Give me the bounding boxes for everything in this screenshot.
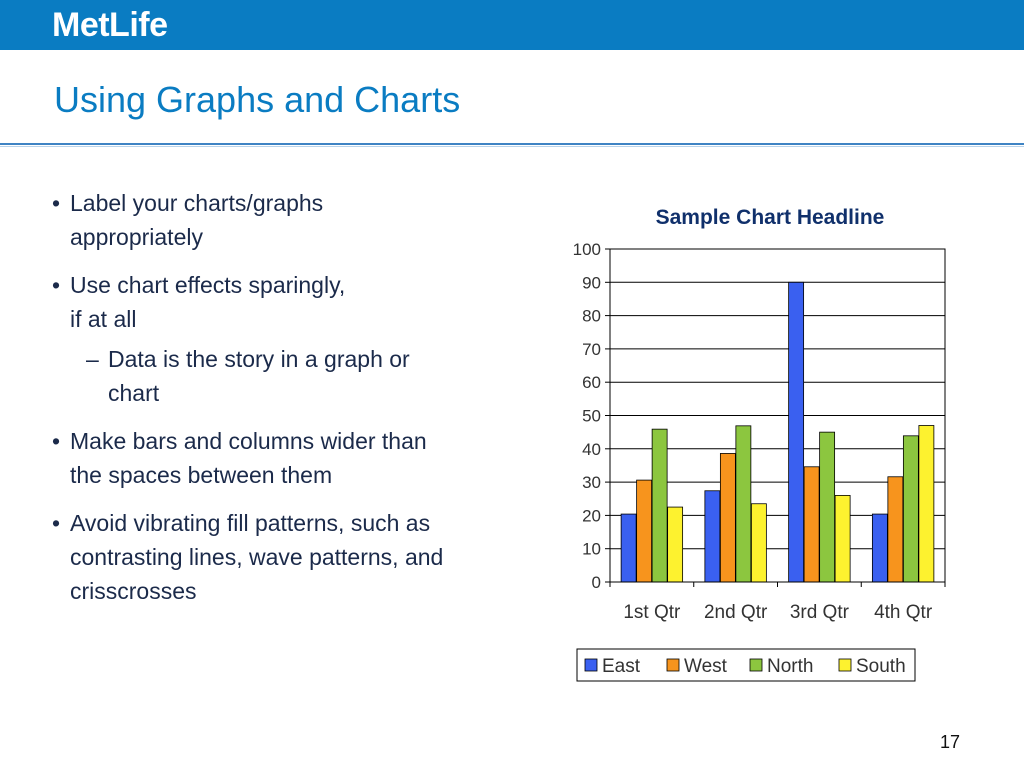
bar-chart-svg xyxy=(535,195,955,695)
bullet-item xyxy=(52,506,502,608)
bar-west xyxy=(804,467,819,582)
sample-chart xyxy=(535,195,955,695)
sub-bullet-text: chart xyxy=(108,380,160,406)
title-divider-shadow xyxy=(0,146,1024,147)
bullet-text: contrasting lines, wave patterns, and xyxy=(70,544,444,570)
bar-north xyxy=(820,432,835,582)
bar-south xyxy=(835,495,850,582)
bar-north xyxy=(652,429,667,582)
chart-title: Sample Chart Headline xyxy=(655,206,885,229)
x-category-label: 4th Qtr xyxy=(874,602,933,623)
bullet-text: crisscrosses xyxy=(70,578,197,604)
bar-north xyxy=(903,436,918,582)
header-bar xyxy=(0,0,1024,50)
bullet-text: Make bars and columns wider than xyxy=(70,428,427,454)
y-tick-label: 80 xyxy=(582,306,601,326)
legend-swatch-north xyxy=(750,659,762,671)
bar-south xyxy=(751,504,766,582)
legend-swatch-east xyxy=(585,659,597,671)
bullet-dot: • xyxy=(52,510,61,536)
bar-north xyxy=(736,426,751,582)
bullet-text: if at all xyxy=(70,306,137,332)
y-tick-label: 10 xyxy=(582,539,601,559)
legend-label-east: East xyxy=(602,656,641,677)
metlife-logo: MetLife xyxy=(52,6,168,44)
bullet-dot: • xyxy=(52,272,61,298)
legend-swatch-south xyxy=(839,659,851,671)
bar-west xyxy=(720,453,735,582)
title-divider xyxy=(0,143,1024,145)
legend-label-west: West xyxy=(684,656,727,677)
y-tick-label: 50 xyxy=(582,406,601,426)
bullet-text: Avoid vibrating fill patterns, such as xyxy=(70,510,431,536)
bullet-dot: • xyxy=(52,428,61,454)
y-tick-label: 40 xyxy=(582,439,601,459)
bar-east xyxy=(621,514,636,582)
bullet-item xyxy=(52,424,502,492)
y-tick-label: 90 xyxy=(582,273,601,293)
x-category-label: 3rd Qtr xyxy=(789,602,849,623)
legend-label-south: South xyxy=(856,656,906,677)
bar-west xyxy=(637,480,652,582)
sub-bullet-text: Data is the story in a graph or xyxy=(108,346,410,372)
bullet-text: Label your charts/graphs xyxy=(70,190,324,216)
bullet-list xyxy=(52,186,502,622)
bar-east xyxy=(872,514,887,582)
x-category-label: 1st Qtr xyxy=(623,602,681,623)
y-tick-label: 0 xyxy=(591,573,601,592)
bar-south xyxy=(668,507,683,582)
slide-title: Using Graphs and Charts xyxy=(54,79,461,120)
bullet-item xyxy=(52,186,502,254)
x-category-label: 2nd Qtr xyxy=(703,602,768,623)
page-number: 17 xyxy=(940,732,961,752)
bar-east xyxy=(789,282,804,582)
legend-swatch-west xyxy=(667,659,679,671)
bullet-dot: • xyxy=(52,190,61,216)
bullet-text: Use chart effects sparingly, xyxy=(70,272,346,298)
bar-south xyxy=(919,425,934,582)
y-tick-label: 60 xyxy=(582,373,601,393)
y-tick-label: 100 xyxy=(572,240,601,259)
bullet-item xyxy=(52,268,502,336)
sub-bullet-item xyxy=(52,342,502,410)
bar-east xyxy=(705,491,720,582)
y-tick-label: 70 xyxy=(582,339,601,359)
legend-label-north: North xyxy=(767,656,814,677)
bullet-text: the spaces between them xyxy=(70,462,333,488)
bar-west xyxy=(888,477,903,582)
sub-bullet-dash: – xyxy=(86,346,99,372)
y-tick-label: 20 xyxy=(582,506,601,526)
y-tick-label: 30 xyxy=(582,473,601,493)
bullet-text: appropriately xyxy=(70,224,203,250)
